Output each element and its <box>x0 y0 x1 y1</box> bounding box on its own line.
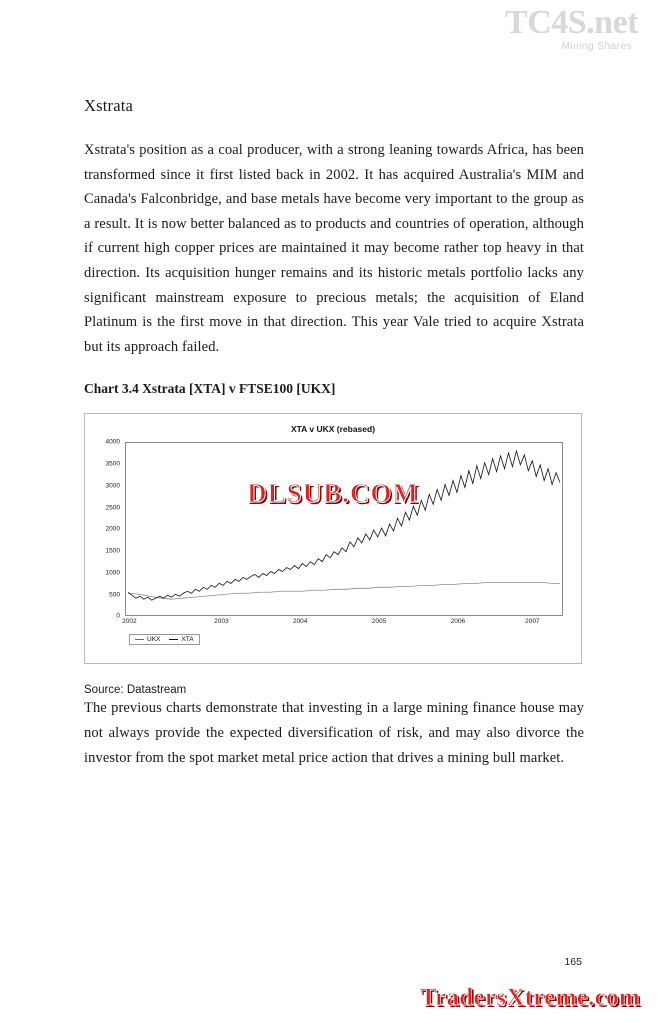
footer-brand-watermark: TradersXtreme.com <box>419 984 640 1011</box>
chart-figure <box>84 413 582 664</box>
y-tick-4000: 4000 <box>105 438 120 446</box>
chart-y-axis <box>85 438 123 620</box>
chart-legend <box>129 634 200 645</box>
legend-item-ukx <box>135 636 160 643</box>
y-tick-3500: 3500 <box>105 460 120 468</box>
chart-lines <box>126 443 562 615</box>
y-tick-3000: 3000 <box>105 482 120 490</box>
chart-plot-area <box>125 442 563 616</box>
series-line-ukx <box>128 583 560 600</box>
x-tick-2006: 2006 <box>450 618 466 626</box>
x-tick-2003: 2003 <box>214 618 229 626</box>
legend-label-ukx: UKX <box>147 636 161 644</box>
legend-swatch-xta <box>169 639 178 640</box>
chart-caption: Chart 3.4 Xstrata [XTA] v FTSE100 [UKX] <box>84 381 336 397</box>
legend-label-xta: XTA <box>181 636 194 644</box>
legend-item-xta <box>169 636 193 643</box>
y-tick-2000: 2000 <box>105 525 120 533</box>
page-number: 165 <box>564 956 582 968</box>
site-logo-subtitle: Mining Shares <box>561 41 632 52</box>
chart-source: Source: Datastream <box>84 684 187 697</box>
y-tick-2500: 2500 <box>105 504 120 512</box>
body-paragraph-2: The previous charts demonstrate that investing in a large mining finance house may not always provide the expected diversification of risk, and may also divorce the investor from the spot market metal price action that drives a mining bull market. <box>84 700 584 766</box>
y-tick-0: 0 <box>116 612 120 620</box>
chart-x-axis <box>122 618 563 630</box>
legend-swatch-ukx <box>135 639 144 640</box>
page-title: Xstrata <box>84 96 134 115</box>
x-tick-2007: 2007 <box>525 618 540 626</box>
site-logo-watermark <box>505 6 638 52</box>
y-tick-1000: 1000 <box>105 569 120 577</box>
page-content <box>84 96 584 792</box>
x-tick-2004: 2004 <box>292 618 308 626</box>
site-logo-main: TC4S.net <box>505 4 638 41</box>
x-tick-2002: 2002 <box>122 618 137 626</box>
dlsub-watermark: DLSUB.COM <box>247 478 419 509</box>
y-tick-1500: 1500 <box>105 547 120 555</box>
body-paragraph-1: Xstrata's position as a coal producer, with a strong leaning towards Africa, has been transformed since it first listed back in 2002. It has acquired Australia's MIM and Canada's Falconbridge, and base metals have become very important to the group as a result. It is now better balanced as to products and countries of operation, although if current high copper prices are maintained it may become rather top heavy in that direction. Its acquisition hunger remains and its historic metals portfolio lacks any significant mainstream exposure to precious metals; the acquisition of Eland Platinum is the first move in that direction. This year Vale tried to acquire Xstrata but its approach failed. <box>84 142 584 355</box>
series-line-xta <box>128 451 560 600</box>
x-tick-2005: 2005 <box>371 618 387 626</box>
y-tick-500: 500 <box>109 591 120 599</box>
chart-title: XTA v UKX (rebased) <box>290 424 376 435</box>
